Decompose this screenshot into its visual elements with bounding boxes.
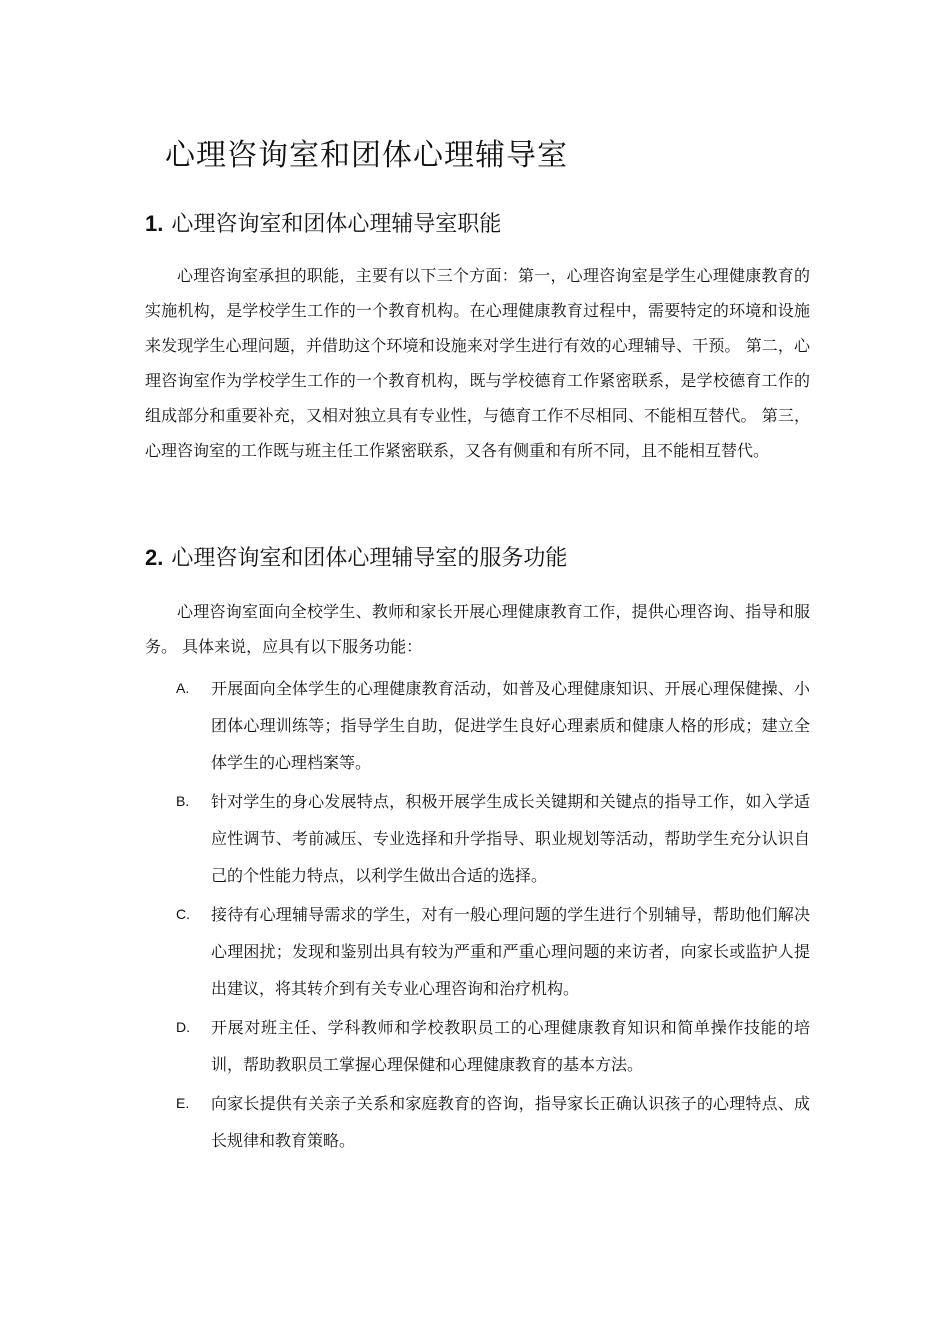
list-marker: B. [176,793,190,809]
section-1-number: 1. [145,211,164,236]
section-2-number: 2. [145,545,164,570]
document-title: 心理咨询室和团体心理辅导室 [165,138,568,173]
list-item-text: 开展面向全体学生的心理健康教育活动，如普及心理健康知识、开展心理保健操、小团体心理训练等；指导学生自助，促进学生良好心理素质和健康人格的形成；建立全体学生的心理档案等。 [211,679,810,772]
list-item [145,1009,810,1083]
list-item [145,1085,810,1159]
list-item-text: 针对学生的身心发展特点，积极开展学生成长关键期和关键点的指导工作，如入学适应性调节、考前减压、专业选择和升学指导、职业规划等活动，帮助学生充分认识自己的个性能力特点，以利学生做出合适的选择。 [211,792,810,885]
section-2-title: 心理咨询室和团体心理辅导室的服务功能 [171,546,568,571]
section-1-title: 心理咨询室和团体心理辅导室职能 [171,212,502,237]
list-item-text: 向家长提供有关亲子关系和家庭教育的咨询，指导家长正确认识孩子的心理特点、成长规律和教育策略。 [211,1094,810,1150]
section-1-heading [145,207,501,238]
section-1-paragraph: 心理咨询室承担的职能，主要有以下三个方面：第一，心理咨询室是学生心理健康教育的实施机构，是学校学生工作的一个教育机构。在心理健康教育过程中，需要特定的环境和设施来发现学生心理问题，并借助这个环境和设施来对学生进行有效的心理辅导、干预。 第二，心理咨询室作为学校学生工作的一个教育机构，既与学校德育工作紧密联系，是学校德育工作的组成部分和重要补充，又相对独立具有专业性，与德育工作不尽相同、不能相互替代。 第三，心理咨询室的工作既与班主任工作紧密联系，又各有侧重和有所不同，且不能相互替代。 [145,266,810,460]
service-function-list [145,670,810,1161]
list-marker: D. [176,1019,190,1035]
list-item-text: 接待有心理辅导需求的学生，对有一般心理问题的学生进行个别辅导，帮助他们解决心理困扰；发现和鉴别出具有较为严重和严重心理问题的来访者，向家长或监护人提出建议，将其转介到有关专业心理咨询和治疗机构。 [211,905,810,998]
list-item [145,783,810,894]
list-item-text: 开展对班主任、学科教师和学校教职员工的心理健康教育知识和简单操作技能的培训，帮助教职员工掌握心理保健和心理健康教育的基本方法。 [211,1018,810,1074]
list-marker: C. [176,906,190,922]
list-item [145,896,810,1007]
section-2-paragraph: 心理咨询室面向全校学生、教师和家长开展心理健康教育工作，提供心理咨询、指导和服务。 具体来说，应具有以下服务功能： [145,602,810,656]
list-marker: E. [176,1095,190,1111]
section-2-heading [145,541,567,572]
list-marker: A. [176,680,190,696]
list-item [145,670,810,781]
